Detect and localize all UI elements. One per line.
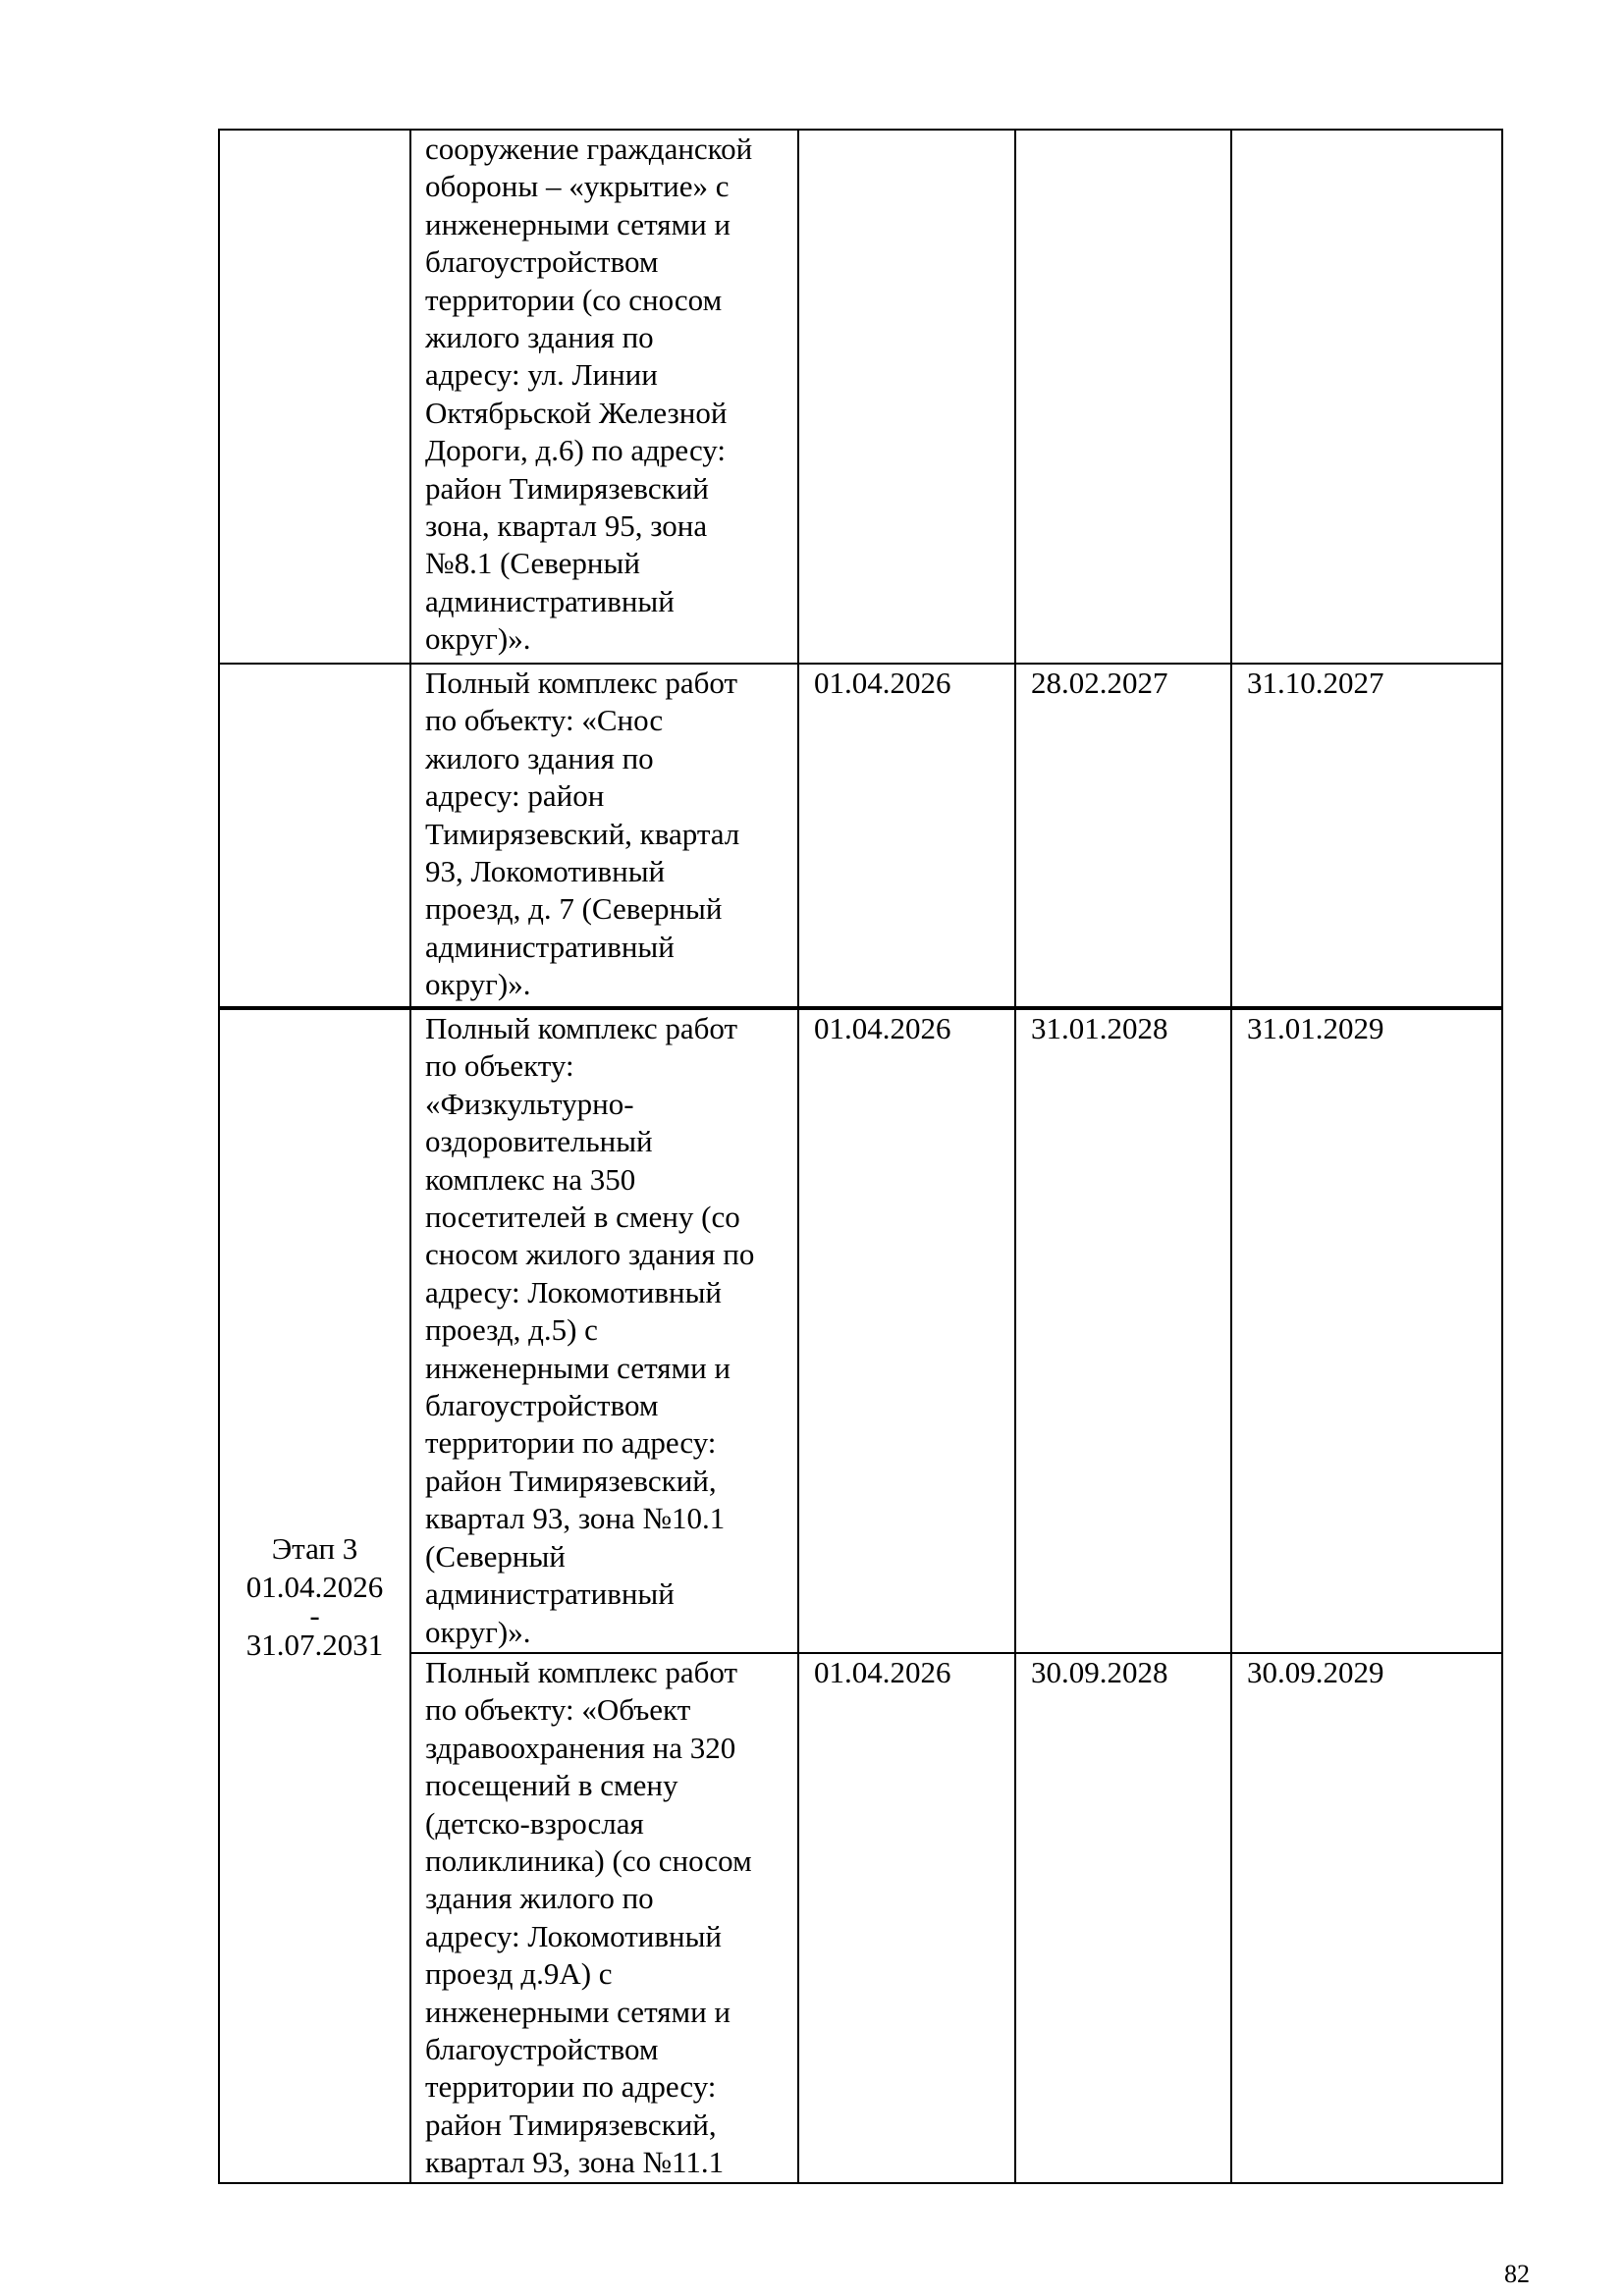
table-row [219, 664, 1502, 1008]
description-cell: Полный комплекс работ по объекту: «Снос жилого здания по адресу: район Тимирязевский, квартал 93, Локомотивный проезд, д. 7 (Северный административный округ)». [410, 664, 798, 1008]
description-cell: сооружение гражданской обороны – «укрытие» с инженерными сетями и благоустройством территории (со сносом жилого здания по адресу: ул. Линии Октябрьской Железной Дороги, д.6) по адресу: район Тимирязевский зона, квартал 95, зона №8.1 (Северный административный округ)». [410, 130, 798, 664]
stage-cell-empty [219, 130, 410, 664]
schedule-table [218, 129, 1503, 2184]
table-row [219, 1008, 1502, 1653]
stage-dash: - [309, 1597, 320, 1632]
end-date-cell: 31.10.2027 [1231, 664, 1502, 1008]
description-cell: Полный комплекс работ по объекту: «Объект здравоохранения на 320 посещений в смену (детско-взрослая поликлиника) (со сносом здания жилого по адресу: Локомотивный проезд д.9А) с инженерными сетями и благоустройством территории по адресу: район Тимирязевский, квартал 93, зона №11.1 [410, 1653, 798, 2183]
end-date-cell: 31.01.2029 [1231, 1008, 1502, 1653]
start-date-cell [798, 130, 1015, 664]
mid-date-cell: 30.09.2028 [1015, 1653, 1231, 2183]
start-date-cell: 01.04.2026 [798, 1008, 1015, 1653]
start-date-cell: 01.04.2026 [798, 664, 1015, 1008]
table-row [219, 1653, 1502, 2183]
stage-title: Этап 3 [271, 1530, 358, 1566]
end-date-cell: 30.09.2029 [1231, 1653, 1502, 2183]
start-date-cell: 01.04.2026 [798, 1653, 1015, 2183]
stage-start-date: 01.04.2026 [245, 1569, 384, 1604]
mid-date-cell [1015, 130, 1231, 664]
stage-end-date: 31.07.2031 [245, 1627, 384, 1662]
stage-cell [219, 1008, 410, 2183]
end-date-cell [1231, 130, 1502, 664]
stage-cell-empty [219, 664, 410, 1008]
page-number: 82 [1504, 2260, 1530, 2288]
description-cell: Полный комплекс работ по объекту: «Физкультурно- оздоровительный комплекс на 350 посетителей в смену (со сносом жилого здания по адресу: Локомотивный проезд, д.5) с инженерными сетями и благоустройством территории по адресу: район Тимирязевский, квартал 93, зона №10.1 (Северный административный округ)». [410, 1008, 798, 1653]
table-row [219, 130, 1502, 664]
mid-date-cell: 31.01.2028 [1015, 1008, 1231, 1653]
mid-date-cell: 28.02.2027 [1015, 664, 1231, 1008]
